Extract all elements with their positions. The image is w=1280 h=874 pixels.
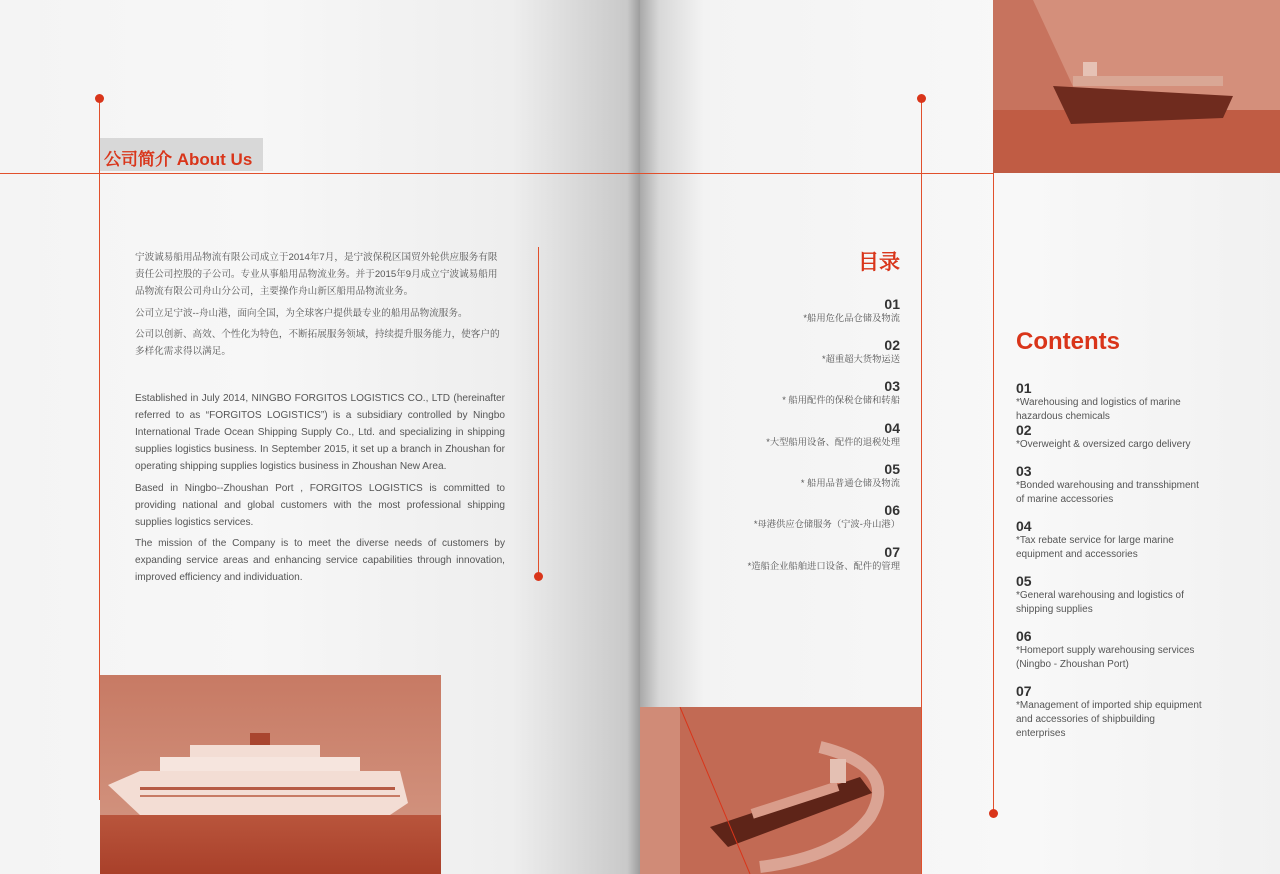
right-gutter-line	[921, 98, 922, 874]
toc-cn-number: 04	[884, 420, 900, 436]
toc-en-label: *Management of imported ship equipment and accessories of shipbuilding enterprises	[1016, 700, 1202, 739]
toc-en-item	[1016, 628, 1206, 672]
gutter-line-top-dot	[917, 94, 926, 103]
toc-cn-label: *大型船用设备、配件的退税处理	[766, 437, 900, 447]
toc-en-item	[1016, 683, 1206, 741]
toc-en-number: 05	[1016, 573, 1032, 589]
toc-cn-label: * 船用品普通仓储及物流	[800, 478, 900, 488]
toc-cn-number: 01	[884, 296, 900, 312]
toc-en-number: 06	[1016, 628, 1032, 644]
bulk-carrier-photo	[640, 707, 921, 874]
toc-en-label: *Tax rebate service for large marine equipment and accessories	[1016, 535, 1174, 560]
toc-cn-number: 02	[884, 337, 900, 353]
right-top-line	[640, 173, 993, 174]
toc-en-title: Contents	[1016, 328, 1120, 355]
about-en-paragraph: Established in July 2014, NINGBO FORGITOS LOGISTICS CO., LTD (hereinafter referred to as “FORGITOS LOGISTICS”) is a subsidiary controlled by Ningbo International Trade Ocean Shipping Supply Co., Ltd. and specializing in shipping supplies logistics business. In September 2015, it set up a branch in Zhoushan for operating shipping supplies logistics business in Zhoushan New Area.	[135, 393, 505, 472]
toc-en-label: *Bonded warehousing and transshipment of marine accessories	[1016, 480, 1199, 505]
about-en-paragraph: The mission of the Company is to meet the diverse needs of customers by expanding service areas and enhancing service capabilities through innovation, improved efficiency and individuation.	[135, 538, 505, 583]
toc-en-label: *Overweight & oversized cargo delivery	[1016, 439, 1191, 450]
toc-cn-item	[766, 420, 900, 449]
cruise-ship-photo	[100, 675, 441, 874]
toc-cn-item	[782, 378, 900, 407]
toc-en-label: *Warehousing and logistics of marine hazardous chemicals	[1016, 397, 1181, 422]
toc-en-number: 01	[1016, 380, 1032, 396]
about-title: 公司简介 About Us	[104, 150, 253, 169]
toc-cn-title: 目录	[858, 251, 900, 274]
divider-end-dot	[534, 572, 543, 581]
toc-cn-item	[754, 502, 900, 531]
toc-en-item	[1016, 422, 1206, 452]
toc-en-label: *Homeport supply warehousing services (Ningbo - Zhoushan Port)	[1016, 645, 1195, 670]
about-cn-paragraph: 公司立足宁波--舟山港，面向全国，为全球客户提供最专业的船用品物流服务。	[135, 308, 468, 319]
toc-cn-item	[803, 296, 900, 325]
toc-en-item	[1016, 380, 1206, 424]
toc-en-item	[1016, 463, 1206, 507]
about-cn-paragraph: 宁波诚易船用品物流有限公司成立于2014年7月，是宁波保税区国贸外轮供应服务有限责任公司控股的子公司。专业从事船用品物流业务。并于2015年9月成立宁波诚易船用品物流有限公司舟山分公司，主要操作舟山新区船用品物流业务。	[135, 252, 498, 297]
toc-cn-item	[801, 461, 900, 490]
toc-cn-label: *造船企业船舶进口设备、配件的管理	[747, 561, 900, 571]
toc-cn-number: 03	[884, 378, 900, 394]
toc-cn-label: *超重超大货物运送	[822, 354, 900, 364]
toc-cn-label: *船用危化品仓储及物流	[803, 313, 900, 323]
contents-divider-line	[993, 173, 994, 813]
left-margin-line	[99, 98, 100, 800]
contents-divider-end-dot	[989, 809, 998, 818]
toc-en-number: 02	[1016, 422, 1032, 438]
about-en-paragraph: Based in Ningbo--Zhoushan Port , FORGITOS LOGISTICS is committed to providing national and global customers with the most professional shipping supplies logistics services.	[135, 483, 505, 528]
toc-cn-number: 05	[884, 461, 900, 477]
toc-cn-number: 07	[884, 544, 900, 560]
toc-en-item	[1016, 518, 1206, 562]
left-margin-top-dot	[95, 94, 104, 103]
toc-en-label: *General warehousing and logistics of shipping supplies	[1016, 590, 1184, 615]
toc-cn-label: *母港供应仓储服务（宁波-舟山港）	[753, 519, 900, 529]
toc-en-number: 03	[1016, 463, 1032, 479]
left-top-line	[0, 173, 640, 174]
toc-en-item	[1016, 573, 1206, 617]
cargo-ship-photo	[993, 0, 1280, 173]
toc-en-number: 04	[1016, 518, 1032, 534]
toc-cn-item	[748, 544, 900, 573]
about-cn-paragraph: 公司以创新、高效、个性化为特色，不断拓展服务领域，持续提升服务能力，使客户的多样化需求得以满足。	[135, 329, 500, 357]
toc-cn-item	[822, 337, 900, 366]
toc-cn-number: 06	[884, 502, 900, 518]
toc-en-number: 07	[1016, 683, 1032, 699]
toc-cn-label: * 船用配件的保税仓储和转船	[782, 395, 900, 405]
left-divider-line	[538, 247, 539, 577]
